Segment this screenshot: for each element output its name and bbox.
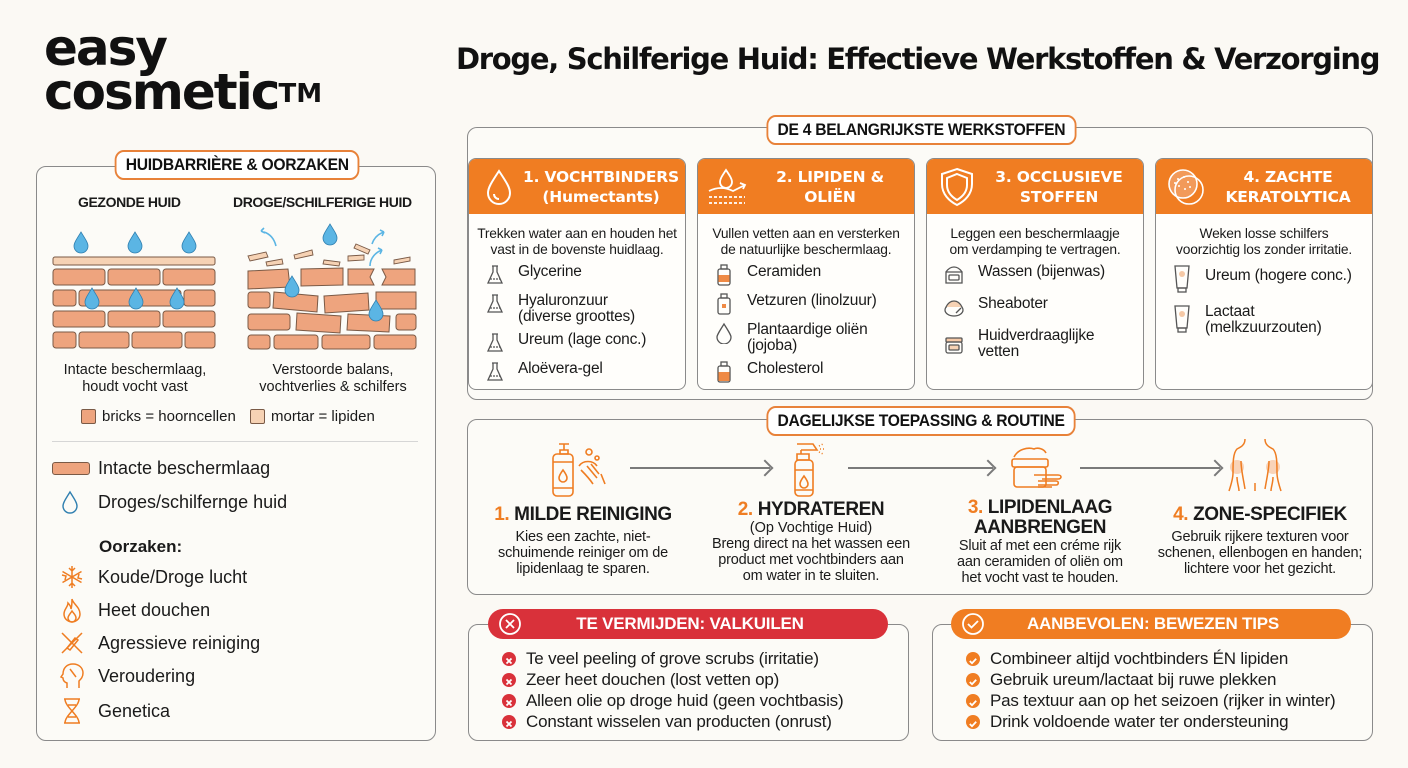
recommend-item: Gebruik ureum/lactaat bij ruwe plekken — [966, 669, 1335, 690]
cream-jar-hand-icon — [1008, 443, 1072, 495]
dry-skin-brick-illustration — [244, 218, 424, 350]
routine-step-2: 2. HYDRATEREN (Op Vochtige Huid) Breng direct na het wassen een product met vochtbinders aan om water in te sluiten. — [712, 499, 910, 584]
ingredient-card-humectants: 1. VOCHTBINDERS (Humectants) Trekken water aan en houden het vast in de bovenste huidlaag. Glycerine Hyaluronzuur (diverse groottes) Ureum (lage conc.) Aloëvera-gel — [468, 158, 686, 390]
brand-logo — [44, 19, 323, 121]
ingredient-item: Plantaardige oliën (jojoba) — [714, 322, 914, 354]
check-circle-icon — [966, 652, 980, 666]
logo-line-2: cosmetic™ — [44, 63, 323, 121]
dry-skin-title: DROGE/SCHILFERIGE HUID — [233, 194, 412, 210]
ingredient-item: Cholesterol — [714, 361, 914, 383]
key-dry-skin: Droges/schilfernge huid — [60, 490, 287, 514]
ingredient-item: Sheaboter — [943, 296, 1143, 318]
check-circle-icon — [966, 694, 980, 708]
drop-icon — [477, 165, 521, 209]
crossed-brush-icon — [59, 630, 85, 656]
routine-step-1: 1. MILDE REINIGING Kies een zachte, niet- schuimende reiniger om de lipidenlaag te sparen. — [494, 504, 672, 577]
cause-item: Veroudering — [58, 662, 195, 690]
recommend-item: Combineer altijd vochtbinders ÉN lipiden — [966, 648, 1335, 669]
spray-bottle-icon — [789, 440, 831, 498]
legend-bricks: bricks = hoorncellen — [81, 408, 236, 425]
butter-icon — [943, 296, 965, 318]
ingredients-section-label: DE 4 BELANGRIJKSTE WERKSTOFFEN — [766, 115, 1076, 145]
avoid-item: Zeer heet douchen (lost vetten op) — [502, 669, 843, 690]
avoid-banner: TE VERMIJDEN: VALKUILEN — [488, 609, 888, 639]
healthy-skin-title: GEZONDE HUID — [78, 194, 181, 210]
ingredient-item: Ceramiden — [714, 264, 914, 286]
recommend-item: Pas textuur aan op het seizoen (rijker in winter) — [966, 690, 1335, 711]
routine-step-3: 3. LIPIDENLAAG AANBRENGEN Sluit af met een créme rijk aan ceramiden of oliën om het vocht vast te houden. — [957, 497, 1123, 586]
ingredient-item: Vetzuren (linolzuur) — [714, 293, 914, 315]
flame-icon — [61, 597, 83, 623]
aging-head-icon — [59, 662, 85, 690]
barrier-divider — [52, 441, 418, 442]
snowflake-icon — [59, 564, 85, 590]
flask-icon — [485, 361, 505, 383]
ingredient-item: Aloëvera-gel — [485, 361, 685, 383]
x-circle-icon — [498, 612, 522, 636]
cause-item: Koude/Droge lucht — [58, 563, 247, 591]
page-title: Droge, Schilferige Huid: Effectieve Werkstoffen & Verzorging — [456, 42, 1380, 76]
avoid-list — [502, 648, 843, 732]
trademark-symbol: TM — [278, 79, 323, 109]
bottle-icon — [714, 361, 734, 383]
check-circle-icon — [966, 673, 980, 687]
x-circle-icon — [502, 673, 516, 687]
tube-icon — [1172, 304, 1192, 334]
check-circle-icon — [961, 612, 985, 636]
ingredient-card-lipids: 2. LIPIDEN & OLIËN Vullen vetten aan en versterken de natuurlijke beschermlaag. Ceramiden Vetzuren (linolzuur) Plantaardige oliën (jojoba) Cholesterol — [697, 158, 915, 390]
body-zones-icon — [1227, 437, 1283, 497]
healthy-skin-caption: Intacte beschermlaag, houdt vocht vast — [63, 362, 207, 395]
x-circle-icon — [502, 652, 516, 666]
water-drop-icon — [60, 490, 80, 514]
jar-icon — [943, 334, 965, 356]
jar-icon — [943, 264, 965, 286]
shield-icon — [935, 165, 979, 209]
tube-icon — [1172, 264, 1192, 294]
recommend-list — [966, 648, 1335, 732]
avoid-item: Te veel peeling of grove scrubs (irritatie) — [502, 648, 843, 669]
ingredient-item: Glycerine — [485, 264, 685, 286]
dry-skin-caption: Verstoorde balans, vochtverlies & schilfers — [259, 362, 407, 395]
oil-drop-icon — [714, 322, 734, 344]
avoid-item: Constant wisselen van producten (onrust) — [502, 711, 843, 732]
routine-arrow-icon — [630, 467, 770, 469]
pump-bottle-hands-icon — [547, 440, 611, 498]
brick-swatch-icon — [81, 409, 96, 424]
routine-arrow-icon — [1080, 467, 1220, 469]
x-circle-icon — [502, 715, 516, 729]
exfoliating-pad-icon — [1164, 165, 1208, 209]
mortar-swatch-icon — [250, 409, 265, 424]
logo-line-1: easy — [44, 19, 167, 77]
flask-icon — [485, 264, 505, 286]
causes-title: Oorzaken: — [99, 537, 183, 556]
routine-step-4: 4. ZONE-SPECIFIEK Gebruik rijkere texturen voor schenen, ellenbogen en handen; lichtere voor het gezicht. — [1157, 504, 1363, 577]
ingredient-item: Hyaluronzuur (diverse groottes) — [485, 293, 685, 325]
routine-arrow-icon — [848, 467, 993, 469]
brick-swatch-icon — [52, 462, 90, 475]
dna-icon — [61, 697, 83, 725]
cause-item: Genetica — [58, 697, 170, 725]
bottle-icon — [714, 264, 734, 286]
ingredient-item: Lactaat (melkzuurzouten) — [1172, 304, 1372, 336]
x-circle-icon — [502, 694, 516, 708]
ingredient-card-occlusives: 3. OCCLUSIEVE STOFFEN Leggen een beschermlaagje om verdamping te vertragen. Wassen (bijenwas) Sheaboter Huidverdraaglijke vetten — [926, 158, 1144, 390]
cause-item: Heet douchen — [58, 596, 210, 624]
key-intact-layer: Intacte beschermlaag — [52, 458, 270, 479]
recommend-item: Drink voldoende water ter ondersteuning — [966, 711, 1335, 732]
ingredient-item: Huidverdraaglijke vetten — [943, 328, 1143, 360]
barrier-section-label: HUIDBARRIÈRE & OORZAKEN — [115, 150, 360, 180]
ingredient-card-keratolytics: 4. ZACHTE KERATOLYTICA Weken losse schilfers voorzichtig los zonder irritatie. Ureum (hogere conc.) Lactaat (melkzuurzouten) — [1155, 158, 1373, 390]
skin-layer-drop-icon — [706, 165, 750, 209]
avoid-item: Alleen olie op droge huid (geen vochtbasis) — [502, 690, 843, 711]
routine-section-label: DAGELIJKSE TOEPASSING & ROUTINE — [766, 406, 1075, 436]
legend-mortar: mortar = lipiden — [250, 408, 375, 425]
check-circle-icon — [966, 715, 980, 729]
ingredient-item: Ureum (hogere conc.) — [1172, 264, 1372, 294]
healthy-skin-brick-illustration — [50, 228, 220, 350]
bottle-icon — [714, 293, 734, 315]
cause-item: Agressieve reiniging — [58, 629, 260, 657]
recommend-banner: AANBEVOLEN: BEWEZEN TIPS — [951, 609, 1351, 639]
flask-icon — [485, 332, 505, 354]
ingredient-item: Ureum (lage conc.) — [485, 332, 685, 354]
ingredient-item: Wassen (bijenwas) — [943, 264, 1143, 286]
flask-icon — [485, 293, 505, 315]
